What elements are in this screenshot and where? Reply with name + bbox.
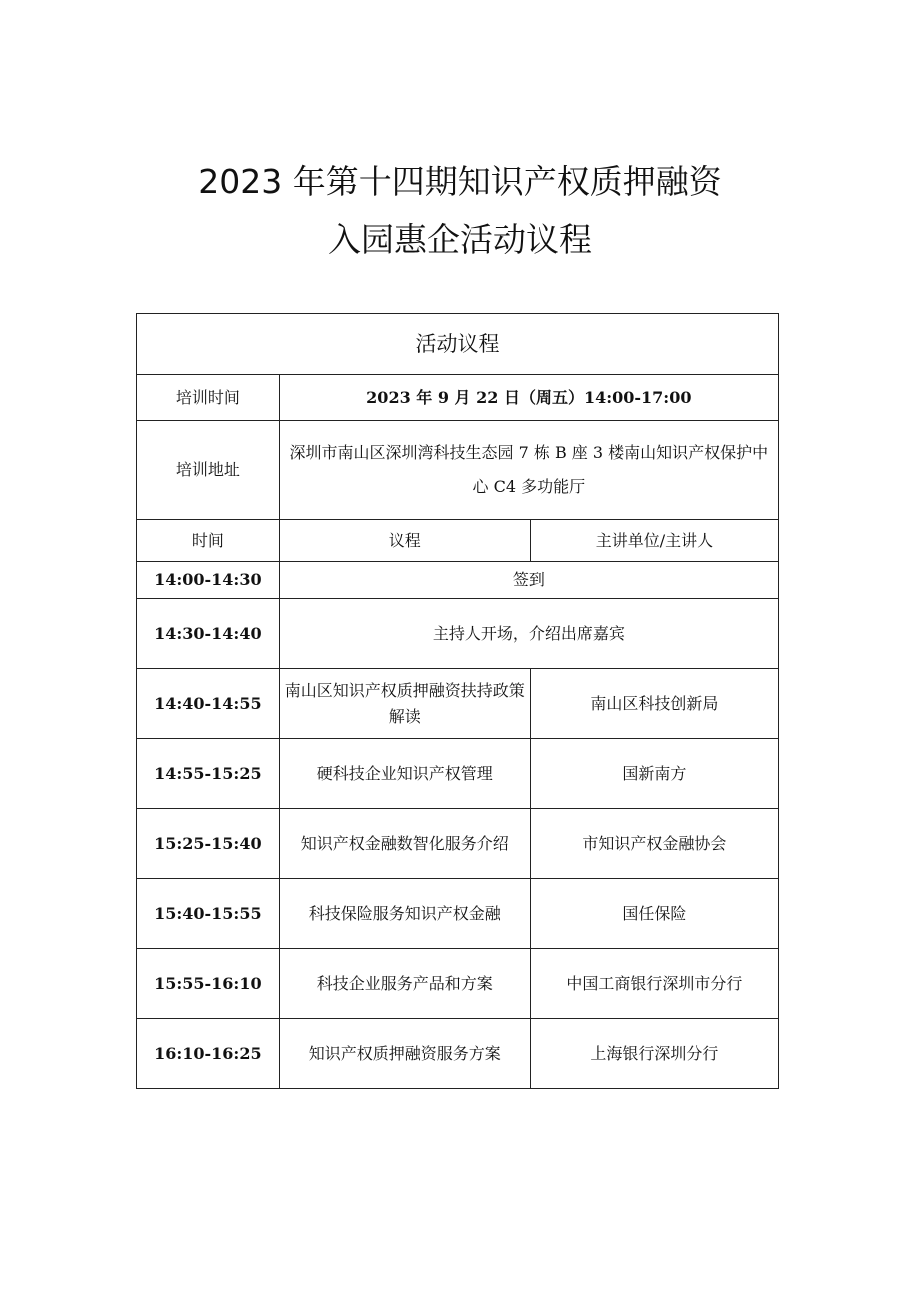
sign-in-time: 14:00-14:30 — [137, 562, 280, 599]
session-time: 14:40-14:55 — [137, 669, 280, 739]
table-row — [137, 809, 779, 879]
training-time-value: 2023 年 9 月 22 日（周五）14:00-17:00 — [279, 375, 778, 421]
agenda-table — [136, 313, 779, 1089]
training-address-label: 培训地址 — [137, 421, 280, 520]
column-header-row — [137, 520, 779, 562]
table-row — [137, 949, 779, 1019]
table-row — [137, 879, 779, 949]
column-header-time: 时间 — [137, 520, 280, 562]
column-header-speaker: 主讲单位/主讲人 — [530, 520, 778, 562]
session-speaker: 市知识产权金融协会 — [530, 809, 778, 879]
session-topic: 南山区知识产权质押融资扶持政策解读 — [279, 669, 530, 739]
session-topic: 知识产权金融数智化服务介绍 — [279, 809, 530, 879]
session-time: 15:55-16:10 — [137, 949, 280, 1019]
session-time: 15:25-15:40 — [137, 809, 280, 879]
session-speaker: 南山区科技创新局 — [530, 669, 778, 739]
session-topic: 知识产权质押融资服务方案 — [279, 1019, 530, 1089]
session-speaker: 国新南方 — [530, 739, 778, 809]
training-address-row — [137, 421, 779, 520]
sign-in-topic: 签到 — [279, 562, 778, 599]
table-row — [137, 1019, 779, 1089]
session-time: 14:55-15:25 — [137, 739, 280, 809]
session-time: 15:40-15:55 — [137, 879, 280, 949]
session-topic: 科技保险服务知识产权金融 — [279, 879, 530, 949]
opening-topic: 主持人开场，介绍出席嘉宾 — [279, 599, 778, 669]
page-title-line-2: 入园惠企活动议程 — [328, 220, 592, 259]
session-speaker: 国任保险 — [530, 879, 778, 949]
training-address-value: 深圳市南山区深圳湾科技生态园 7 栋 B 座 3 楼南山知识产权保护中心 C4 多功能厅 — [279, 421, 778, 520]
table-header-row — [137, 314, 779, 375]
table-row — [137, 739, 779, 809]
sign-in-row — [137, 562, 779, 599]
session-speaker: 上海银行深圳分行 — [530, 1019, 778, 1089]
page-title-line-1: 2023 年第十四期知识产权质押融资 — [198, 162, 722, 201]
session-topic: 硬科技企业知识产权管理 — [279, 739, 530, 809]
session-topic: 科技企业服务产品和方案 — [279, 949, 530, 1019]
training-time-label: 培训时间 — [137, 375, 280, 421]
training-time-row — [137, 375, 779, 421]
opening-time: 14:30-14:40 — [137, 599, 280, 669]
table-title: 活动议程 — [137, 314, 779, 375]
opening-row — [137, 599, 779, 669]
table-row — [137, 669, 779, 739]
session-time: 16:10-16:25 — [137, 1019, 280, 1089]
column-header-topic: 议程 — [279, 520, 530, 562]
session-speaker: 中国工商银行深圳市分行 — [530, 949, 778, 1019]
